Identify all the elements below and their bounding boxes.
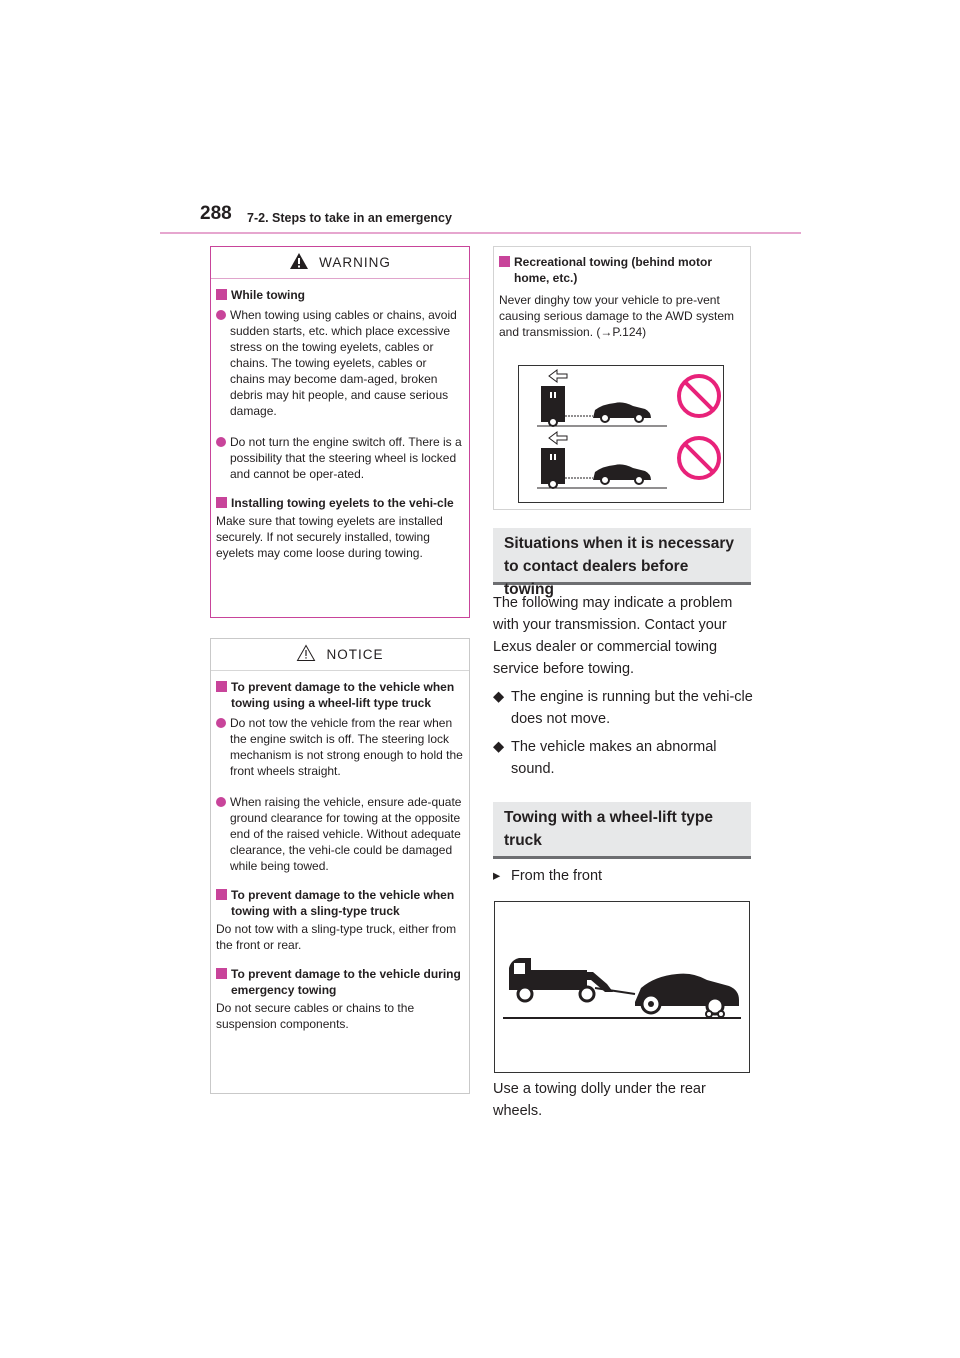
round-bullet-icon <box>216 718 226 728</box>
situations-intro: The following may indicate a problem with your transmission. Contact your Lexus dealer or commercial towing service before towing. <box>493 595 733 677</box>
motorhome-icon <box>541 448 565 488</box>
notice-sling-text: Do not tow with a sling-type truck, either from the front or rear. <box>216 922 457 952</box>
notice-box <box>210 638 470 1094</box>
square-bullet-icon <box>216 497 227 508</box>
warning-subhead-while-towing: While towing <box>216 287 464 303</box>
notice-header <box>211 639 469 671</box>
from-front-label: ▸ From the front <box>493 865 753 887</box>
triangle-right-icon: ▸ <box>493 868 501 884</box>
recreational-subhead: Recreational towing (behind motor home, etc.) <box>499 254 745 286</box>
round-bullet-icon <box>216 310 226 320</box>
round-bullet-icon <box>216 797 226 807</box>
arrow-left-icon <box>549 370 567 382</box>
notice-subhead-wheel-lift: To prevent damage to the vehicle when towing using a wheel-lift type truck <box>216 679 464 711</box>
situations-bullet-list <box>493 686 753 780</box>
round-bullet-icon <box>216 437 226 447</box>
motorhome-icon <box>541 386 565 426</box>
towed-car-icon <box>635 974 739 1014</box>
situations-heading: Situations when it is necessary to contact dealers before towing <box>493 528 751 585</box>
wheel-lift-heading: Towing with a wheel-lift type truck <box>493 802 751 859</box>
prohibited-icon <box>679 438 719 478</box>
list-item: ◆ The engine is running but the vehi-cle does not move. <box>493 686 753 730</box>
header-rule <box>160 232 801 234</box>
warning-item-engine-switch: Do not turn the engine switch off. There is a possibility that the steering wheel is locked and cannot be oper-ated. <box>216 434 464 482</box>
square-bullet-icon <box>216 681 227 692</box>
car-icon <box>593 402 651 422</box>
notice-title: NOTICE <box>326 647 384 662</box>
notice-item-rear-tow: Do not tow the vehicle from the rear when the engine switch is off. The steering lock mechanism is not strong enough to hold the front wheels straight. <box>216 715 464 779</box>
tow-truck-icon <box>509 958 635 1001</box>
warning-box <box>210 246 470 618</box>
notice-subhead-emergency: To prevent damage to the vehicle during emergency towing <box>216 966 464 998</box>
notice-item-clearance: When raising the vehicle, ensure ade-quate ground clearance for towing at the opposite end of the raised vehicle. Without adequate clearance, the vehi-cle could be damaged while being towed. <box>216 794 464 874</box>
square-bullet-icon <box>216 889 227 900</box>
square-bullet-icon <box>216 968 227 979</box>
warning-title: WARNING <box>319 255 391 270</box>
notice-icon <box>296 644 316 665</box>
diamond-bullet-icon: ◆ <box>493 739 505 755</box>
towing-dolly-text: Use a towing dolly under the rear wheels. <box>493 1081 706 1119</box>
notice-emergency-text: Do not secure cables or chains to the suspension components. <box>216 1001 415 1031</box>
prohibited-icon <box>679 376 719 416</box>
car-icon <box>593 464 651 484</box>
dinghy-tow-prohibited-illustration <box>518 365 724 503</box>
square-bullet-icon <box>499 256 510 267</box>
diamond-bullet-icon: ◆ <box>493 689 505 705</box>
page-number: 288 <box>200 203 232 224</box>
warning-subhead-eyelets: Installing towing eyelets to the vehi-cle <box>216 495 464 511</box>
warning-eyelets-text: Make sure that towing eyelets are installed securely. If not securely installed, towing eyelets may come loose during towing. <box>216 514 443 560</box>
warning-header <box>211 247 469 279</box>
recreational-text: Never dinghy tow your vehicle to pre-vent causing serious damage to the AWD system and transmission. (→P.124) <box>499 293 734 339</box>
notice-subhead-sling: To prevent damage to the vehicle when towing with a sling-type truck <box>216 887 464 919</box>
arrow-left-icon <box>549 432 567 444</box>
front-tow-illustration <box>494 901 750 1073</box>
warning-item-sudden-starts: When towing using cables or chains, avoid sudden starts, etc. which place excessive stress on the towing eyelets, cables or chains. The towing eyelets, cables or chains may become dam-aged, broken debris may hit people, and cause serious damage. <box>216 307 464 419</box>
section-title: 7-2. Steps to take in an emergency <box>247 211 452 225</box>
warning-icon <box>289 252 309 273</box>
list-item: ◆ The vehicle makes an abnormal sound. <box>493 736 753 780</box>
square-bullet-icon <box>216 289 227 300</box>
